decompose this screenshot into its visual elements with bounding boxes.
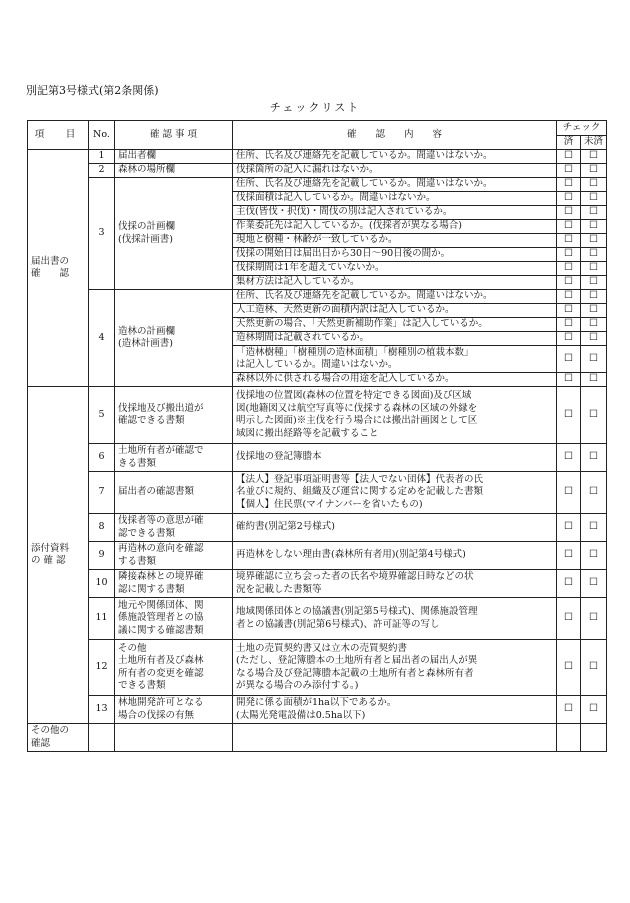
check-item: その他 土地所有者及び森林 所有者の変更を確認 できる書類 <box>115 640 233 696</box>
check-content: 造林期間は記載されているか。 <box>233 332 557 346</box>
row-number: 12 <box>89 640 115 696</box>
row-number: 10 <box>89 570 115 598</box>
checkbox-done[interactable]: ☐ <box>557 514 581 542</box>
checkbox-not-done-empty <box>581 724 607 752</box>
checkbox-not-done[interactable]: ☐ <box>581 248 607 262</box>
header-check: チェック <box>557 121 607 136</box>
row-number-empty <box>89 724 115 752</box>
check-item: 再造林の意向を確認 する書類 <box>115 542 233 570</box>
check-item: 土地所有者が確認で きる書類 <box>115 444 233 472</box>
checkbox-done[interactable]: ☐ <box>557 234 581 248</box>
row-number: 13 <box>89 696 115 724</box>
table-row <box>28 290 607 304</box>
check-item-empty <box>115 724 233 752</box>
check-content: 住所、氏名及び連絡先を記載しているか。間違いはないか。 <box>233 150 557 164</box>
checkbox-not-done[interactable]: ☐ <box>581 164 607 178</box>
checkbox-done[interactable]: ☐ <box>557 542 581 570</box>
check-item: 隣接森林との境界確 認に関する書類 <box>115 570 233 598</box>
check-content: 人工造林、天然更新の面積内訳は記入しているか。 <box>233 304 557 318</box>
header-item: 項 目 <box>28 121 89 150</box>
check-content: 主伐(皆伐・択伐)・間伐の別は記入されているか。 <box>233 206 557 220</box>
check-item: 伐採者等の意思が確 認できる書類 <box>115 514 233 542</box>
checkbox-not-done[interactable]: ☐ <box>581 570 607 598</box>
checkbox-done[interactable]: ☐ <box>557 318 581 332</box>
checkbox-done-empty <box>557 724 581 752</box>
checkbox-not-done[interactable]: ☐ <box>581 234 607 248</box>
check-item: 森林の場所欄 <box>115 164 233 178</box>
checkbox-done[interactable]: ☐ <box>557 598 581 640</box>
row-number: 11 <box>89 598 115 640</box>
header-not-done: 未済 <box>581 136 607 150</box>
checkbox-done[interactable]: ☐ <box>557 570 581 598</box>
check-item: 林地開発許可となる 場合の伐採の有無 <box>115 696 233 724</box>
checkbox-done[interactable]: ☐ <box>557 206 581 220</box>
checkbox-done[interactable]: ☐ <box>557 373 581 387</box>
table-row <box>28 696 607 724</box>
check-item: 伐採の計画欄 (伐採計画書) <box>115 178 233 290</box>
checkbox-not-done[interactable]: ☐ <box>581 514 607 542</box>
table-row <box>28 387 607 444</box>
check-content: 伐採地の位置図(森林の位置を特定できる図面)及び区域 図(地籍図又は航空写真等に伐採する森林の区域の外縁を 明示した図面)※主伐を行う場合には搬出計画図として区 域図に搬出経路等を記載すること <box>233 387 557 444</box>
check-content: 作業委託先は記入しているか。(伐採者が異なる場合) <box>233 220 557 234</box>
table-row <box>28 164 607 178</box>
check-content: 伐採の開始日は届出日から30日～90日後の間か。 <box>233 248 557 262</box>
row-number: 2 <box>89 164 115 178</box>
form-number: 別記第3号様式(第2条関係) <box>26 84 159 97</box>
check-content: 天然更新の場合、「天然更新補助作業」は記入しているか。 <box>233 318 557 332</box>
table-row <box>28 150 607 164</box>
checkbox-done[interactable]: ☐ <box>557 290 581 304</box>
checkbox-not-done[interactable]: ☐ <box>581 206 607 220</box>
check-item: 届出者の確認書類 <box>115 472 233 514</box>
table-row <box>28 444 607 472</box>
checkbox-done[interactable]: ☐ <box>557 262 581 276</box>
checkbox-done[interactable]: ☐ <box>557 472 581 514</box>
checkbox-not-done[interactable]: ☐ <box>581 346 607 373</box>
checkbox-done[interactable]: ☐ <box>557 640 581 696</box>
checkbox-not-done[interactable]: ☐ <box>581 276 607 290</box>
table-row <box>28 598 607 640</box>
check-item: 造林の計画欄 (造林計画書) <box>115 290 233 387</box>
checkbox-not-done[interactable]: ☐ <box>581 192 607 206</box>
check-content: 住所、氏名及び連絡先を記載しているか。間違いはないか。 <box>233 178 557 192</box>
table-row <box>28 640 607 696</box>
check-content: 伐採期間は1年を超えていないか。 <box>233 262 557 276</box>
row-number: 4 <box>89 290 115 387</box>
table-row <box>28 724 607 752</box>
table-row <box>28 472 607 514</box>
checkbox-done[interactable]: ☐ <box>557 444 581 472</box>
check-content: 土地の売買契約書又は立木の売買契約書 (ただし、登記簿謄本の土地所有者と届出者の届出人が異 なる場合及び登記簿謄本記載の土地所有者と森林所有者 が異なる場合のみ添付する。) <box>233 640 557 696</box>
checkbox-not-done[interactable]: ☐ <box>581 262 607 276</box>
checkbox-done[interactable]: ☐ <box>557 276 581 290</box>
section-other: その他の 確認 <box>28 724 89 752</box>
check-item: 地元や関係団体、関 係施設管理者との協 議に関する確認書類 <box>115 598 233 640</box>
header-no: No. <box>89 121 115 150</box>
checkbox-done[interactable]: ☐ <box>557 387 581 444</box>
row-number: 5 <box>89 387 115 444</box>
checkbox-not-done[interactable]: ☐ <box>581 150 607 164</box>
checkbox-not-done[interactable]: ☐ <box>581 318 607 332</box>
checkbox-done[interactable]: ☐ <box>557 220 581 234</box>
checkbox-not-done[interactable]: ☐ <box>581 542 607 570</box>
section-attachments: 添付資料 の 確 認 <box>28 387 89 724</box>
row-number: 8 <box>89 514 115 542</box>
check-content: 住所、氏名及び連絡先を記載しているか。間違いはないか。 <box>233 290 557 304</box>
row-number: 1 <box>89 150 115 164</box>
row-number: 9 <box>89 542 115 570</box>
check-content: 「造林樹種」「樹種別の造林面積」「樹種別の植栽本数」 は記入しているか。間違いはないか。 <box>233 346 557 373</box>
check-content: 森林以外に供される場合の用途を記入しているか。 <box>233 373 557 387</box>
checkbox-done[interactable]: ☐ <box>557 164 581 178</box>
checkbox-not-done[interactable]: ☐ <box>581 472 607 514</box>
check-content: 開発に係る面積が1ha以下であるか。 (太陽光発電設備は0.5ha以下) <box>233 696 557 724</box>
check-content: 伐採面積は記入しているか。間違いはないか。 <box>233 192 557 206</box>
header-check-item: 確 認 事 項 <box>115 121 233 150</box>
check-content: 伐採地の登記簿謄本 <box>233 444 557 472</box>
checklist-table <box>27 120 607 752</box>
checkbox-not-done[interactable]: ☐ <box>581 290 607 304</box>
check-content: 伐採箇所の記入に漏れはないか。 <box>233 164 557 178</box>
checkbox-not-done[interactable]: ☐ <box>581 332 607 346</box>
checkbox-done[interactable]: ☐ <box>557 192 581 206</box>
table-row <box>28 542 607 570</box>
check-content-empty <box>233 724 557 752</box>
table-row <box>28 570 607 598</box>
checkbox-done[interactable]: ☐ <box>557 304 581 318</box>
table-row <box>28 178 607 192</box>
checkbox-not-done[interactable]: ☐ <box>581 696 607 724</box>
check-item: 届出者欄 <box>115 150 233 164</box>
row-number: 6 <box>89 444 115 472</box>
checkbox-done[interactable]: ☐ <box>557 346 581 373</box>
checkbox-done[interactable]: ☐ <box>557 696 581 724</box>
checkbox-not-done[interactable]: ☐ <box>581 598 607 640</box>
header-done: 済 <box>557 136 581 150</box>
check-content: 集材方法は記入しているか。 <box>233 276 557 290</box>
checkbox-not-done[interactable]: ☐ <box>581 640 607 696</box>
checkbox-done[interactable]: ☐ <box>557 178 581 192</box>
document-title: チェックリスト <box>269 101 361 114</box>
header-content: 確 認 内 容 <box>233 121 557 150</box>
checkbox-not-done[interactable]: ☐ <box>581 373 607 387</box>
row-number: 3 <box>89 178 115 290</box>
checkbox-done[interactable]: ☐ <box>557 332 581 346</box>
check-content: 確約書(別記第2号様式) <box>233 514 557 542</box>
section-application: 届出書の 確 認 <box>28 150 89 387</box>
table-row <box>28 514 607 542</box>
checkbox-not-done[interactable]: ☐ <box>581 304 607 318</box>
checkbox-not-done[interactable]: ☐ <box>581 444 607 472</box>
check-content: 現地と樹種・林齢が一致しているか。 <box>233 234 557 248</box>
check-content: 境界確認に立ち会った者の氏名や境界確認日時などの状 況を記載した書類等 <box>233 570 557 598</box>
check-content: 再造林をしない理由書(森林所有者用)(別記第4号様式) <box>233 542 557 570</box>
check-content: 【法人】登記事項証明書等【法人でない団体】代表者の氏 名並びに規約、組織及び運営に関する定めを記載した書類 【個人】住民票(マイナンバーを省いたもの) <box>233 472 557 514</box>
checkbox-done[interactable]: ☐ <box>557 248 581 262</box>
checkbox-done[interactable]: ☐ <box>557 150 581 164</box>
checkbox-not-done[interactable]: ☐ <box>581 220 607 234</box>
checkbox-not-done[interactable]: ☐ <box>581 387 607 444</box>
checkbox-not-done[interactable]: ☐ <box>581 178 607 192</box>
check-content: 地域関係団体との協議書(別記第5号様式)、関係施設管理 者との協議書(別記第6号様式)、許可証等の写し <box>233 598 557 640</box>
row-number: 7 <box>89 472 115 514</box>
check-item: 伐採地及び搬出道が 確認できる書類 <box>115 387 233 444</box>
